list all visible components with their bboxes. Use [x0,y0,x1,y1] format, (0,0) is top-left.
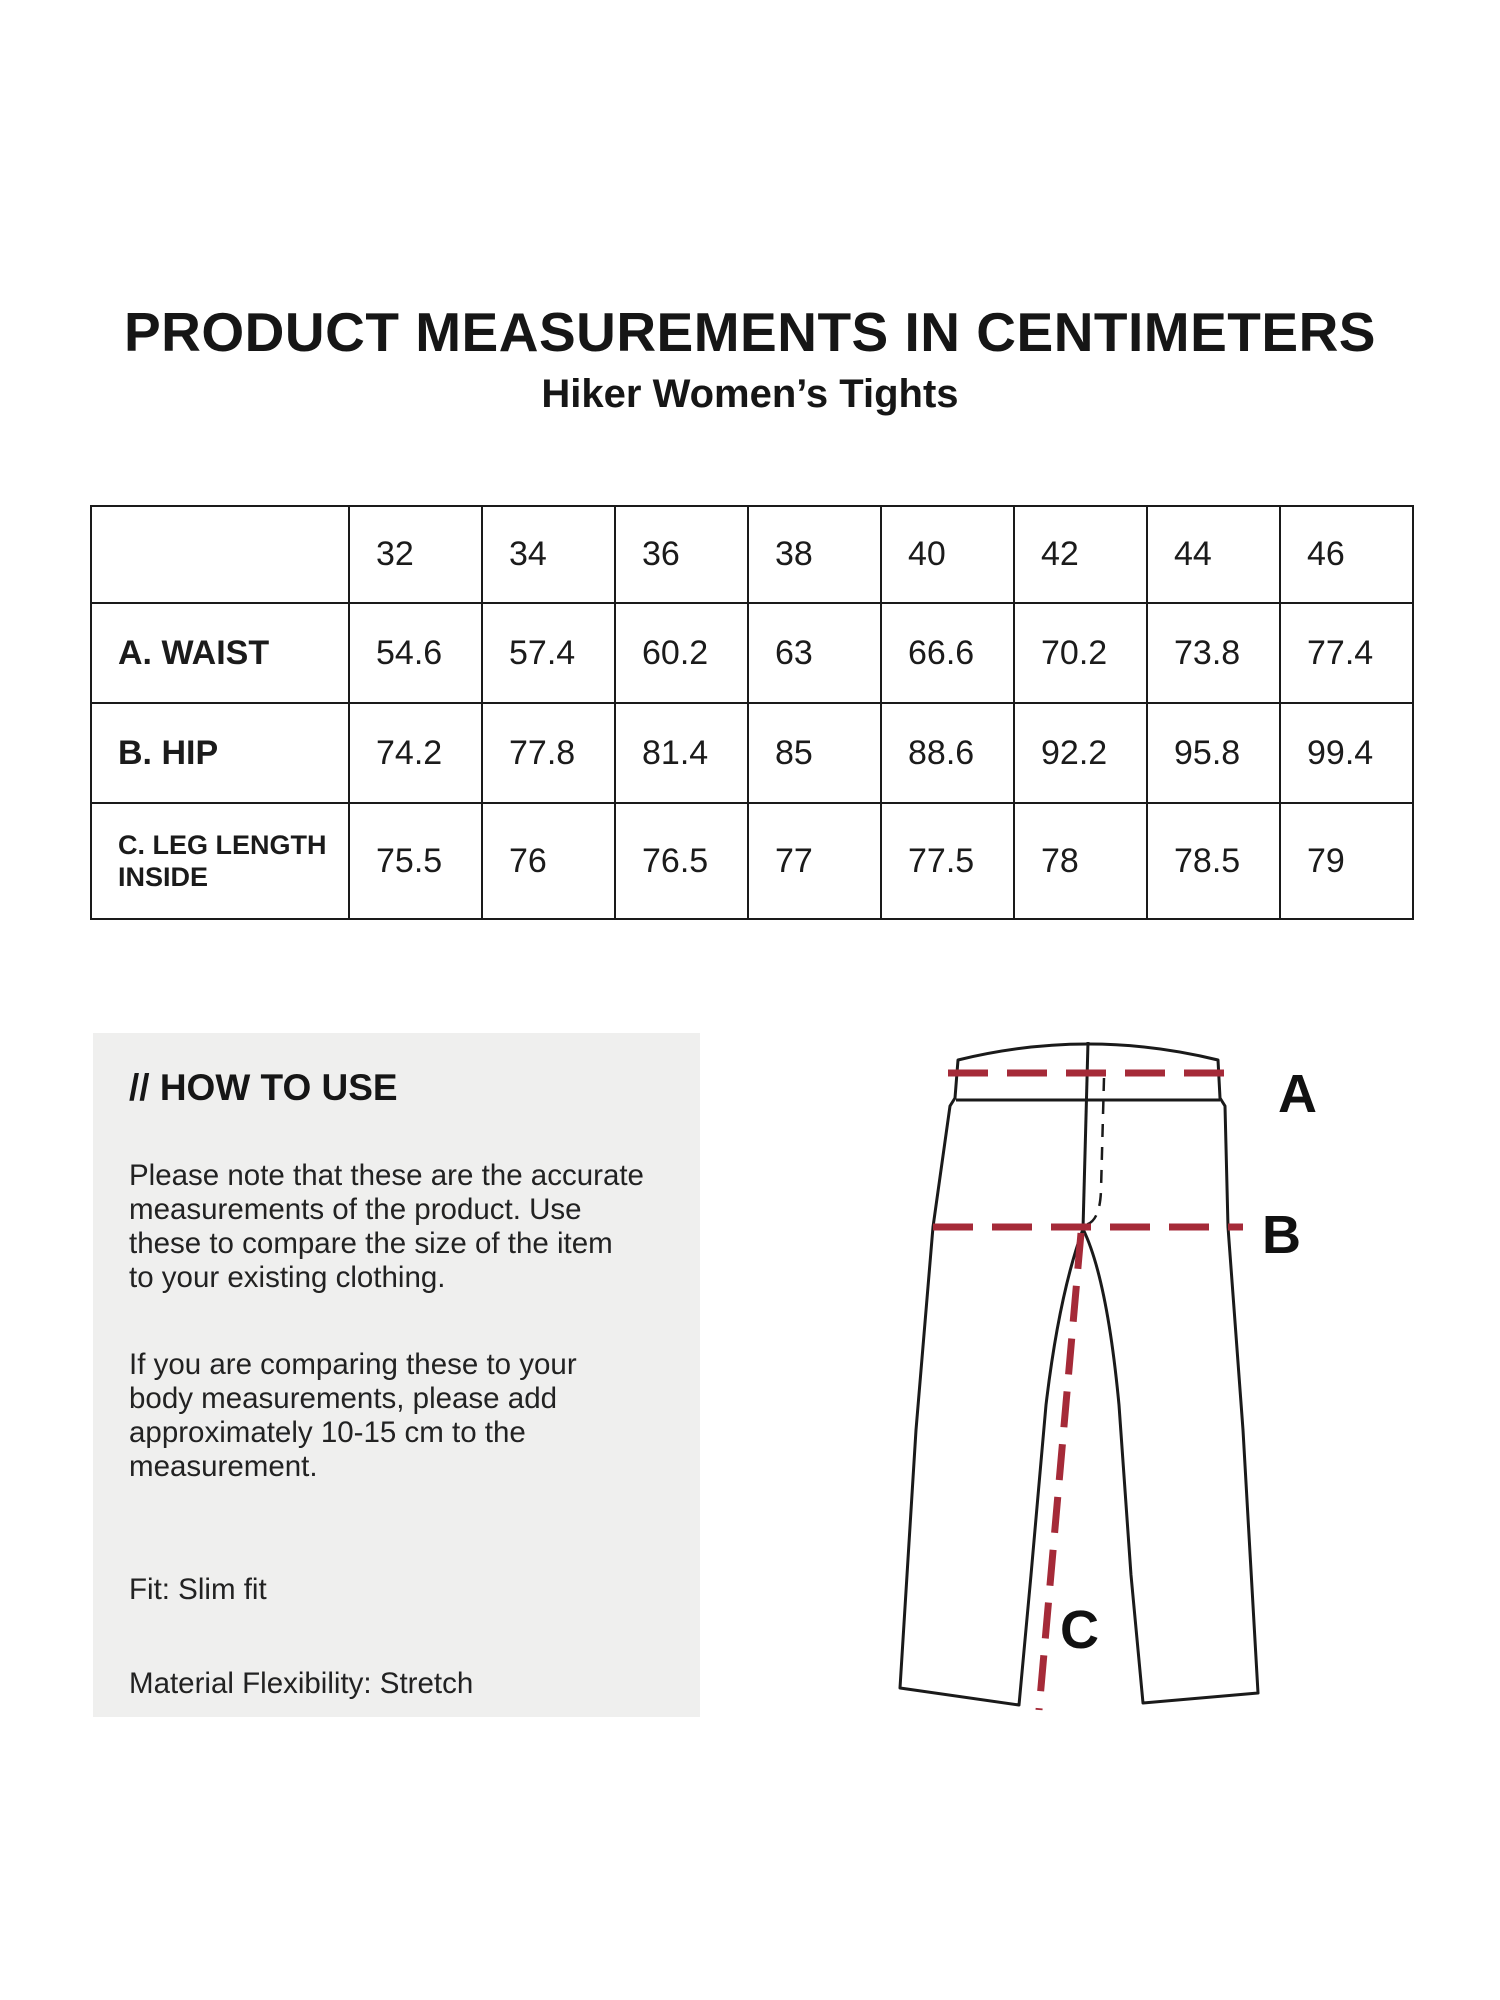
leg-length-value: 76 [482,803,615,919]
how-to-use-panel [93,1033,700,1717]
leg-length-value: 77 [748,803,881,919]
size-header: 40 [881,506,1014,603]
waist-label: A [1278,1064,1317,1124]
leg-length-value: 75.5 [349,803,482,919]
leg-length-value: 77.5 [881,803,1014,919]
row-label-hip: B. HIP [91,703,349,803]
waist-value: 60.2 [615,603,748,703]
row-label-leg-length: C. LEG LENGTH INSIDE [91,803,349,919]
waist-value: 77.4 [1280,603,1413,703]
table-row-hip [91,703,1413,803]
leg-length-value: 76.5 [615,803,748,919]
how-to-use-heading: // HOW TO USE [129,1067,398,1108]
leg-length-value: 78.5 [1147,803,1280,919]
size-header: 32 [349,506,482,603]
corner-cell [91,506,349,603]
waist-value: 57.4 [482,603,615,703]
size-header: 38 [748,506,881,603]
hip-label: B [1262,1205,1301,1265]
size-table [90,505,1414,920]
size-header: 42 [1014,506,1147,603]
hip-value: 95.8 [1147,703,1280,803]
table-row-leg-length [91,803,1413,919]
waist-value: 63 [748,603,881,703]
material-info: Material Flexibility: Stretch [129,1667,474,1700]
size-header: 46 [1280,506,1413,603]
inseam-label: C [1060,1600,1099,1660]
hip-value: 77.8 [482,703,615,803]
hip-value: 92.2 [1014,703,1147,803]
waist-value: 54.6 [349,603,482,703]
leg-length-value: 78 [1014,803,1147,919]
hip-value: 81.4 [615,703,748,803]
page-title: PRODUCT MEASUREMENTS IN CENTIMETERS [124,301,1376,363]
how-to-use-paragraph-1: Please note that these are the accurate measurements of the product. Use these to compare the size of the item to your existing clothing. [129,1159,644,1294]
size-header: 44 [1147,506,1280,603]
size-header: 34 [482,506,615,603]
waist-value: 70.2 [1014,603,1147,703]
product-name: Hiker Women’s Tights [541,372,959,416]
leg-length-value: 79 [1280,803,1413,919]
waist-value: 73.8 [1147,603,1280,703]
hip-value: 85 [748,703,881,803]
waist-value: 66.6 [881,603,1014,703]
table-header-row [91,506,1413,603]
hip-value: 88.6 [881,703,1014,803]
tights-measurement-diagram [700,1020,1360,1730]
table-row-waist [91,603,1413,703]
size-header: 36 [615,506,748,603]
how-to-use-paragraph-2: If you are comparing these to your body measurements, please add approximately 10-15 cm to the measurement. [129,1348,577,1483]
fit-info: Fit: Slim fit [129,1573,267,1606]
row-label-waist: A. WAIST [91,603,349,703]
hip-value: 99.4 [1280,703,1413,803]
hip-value: 74.2 [349,703,482,803]
